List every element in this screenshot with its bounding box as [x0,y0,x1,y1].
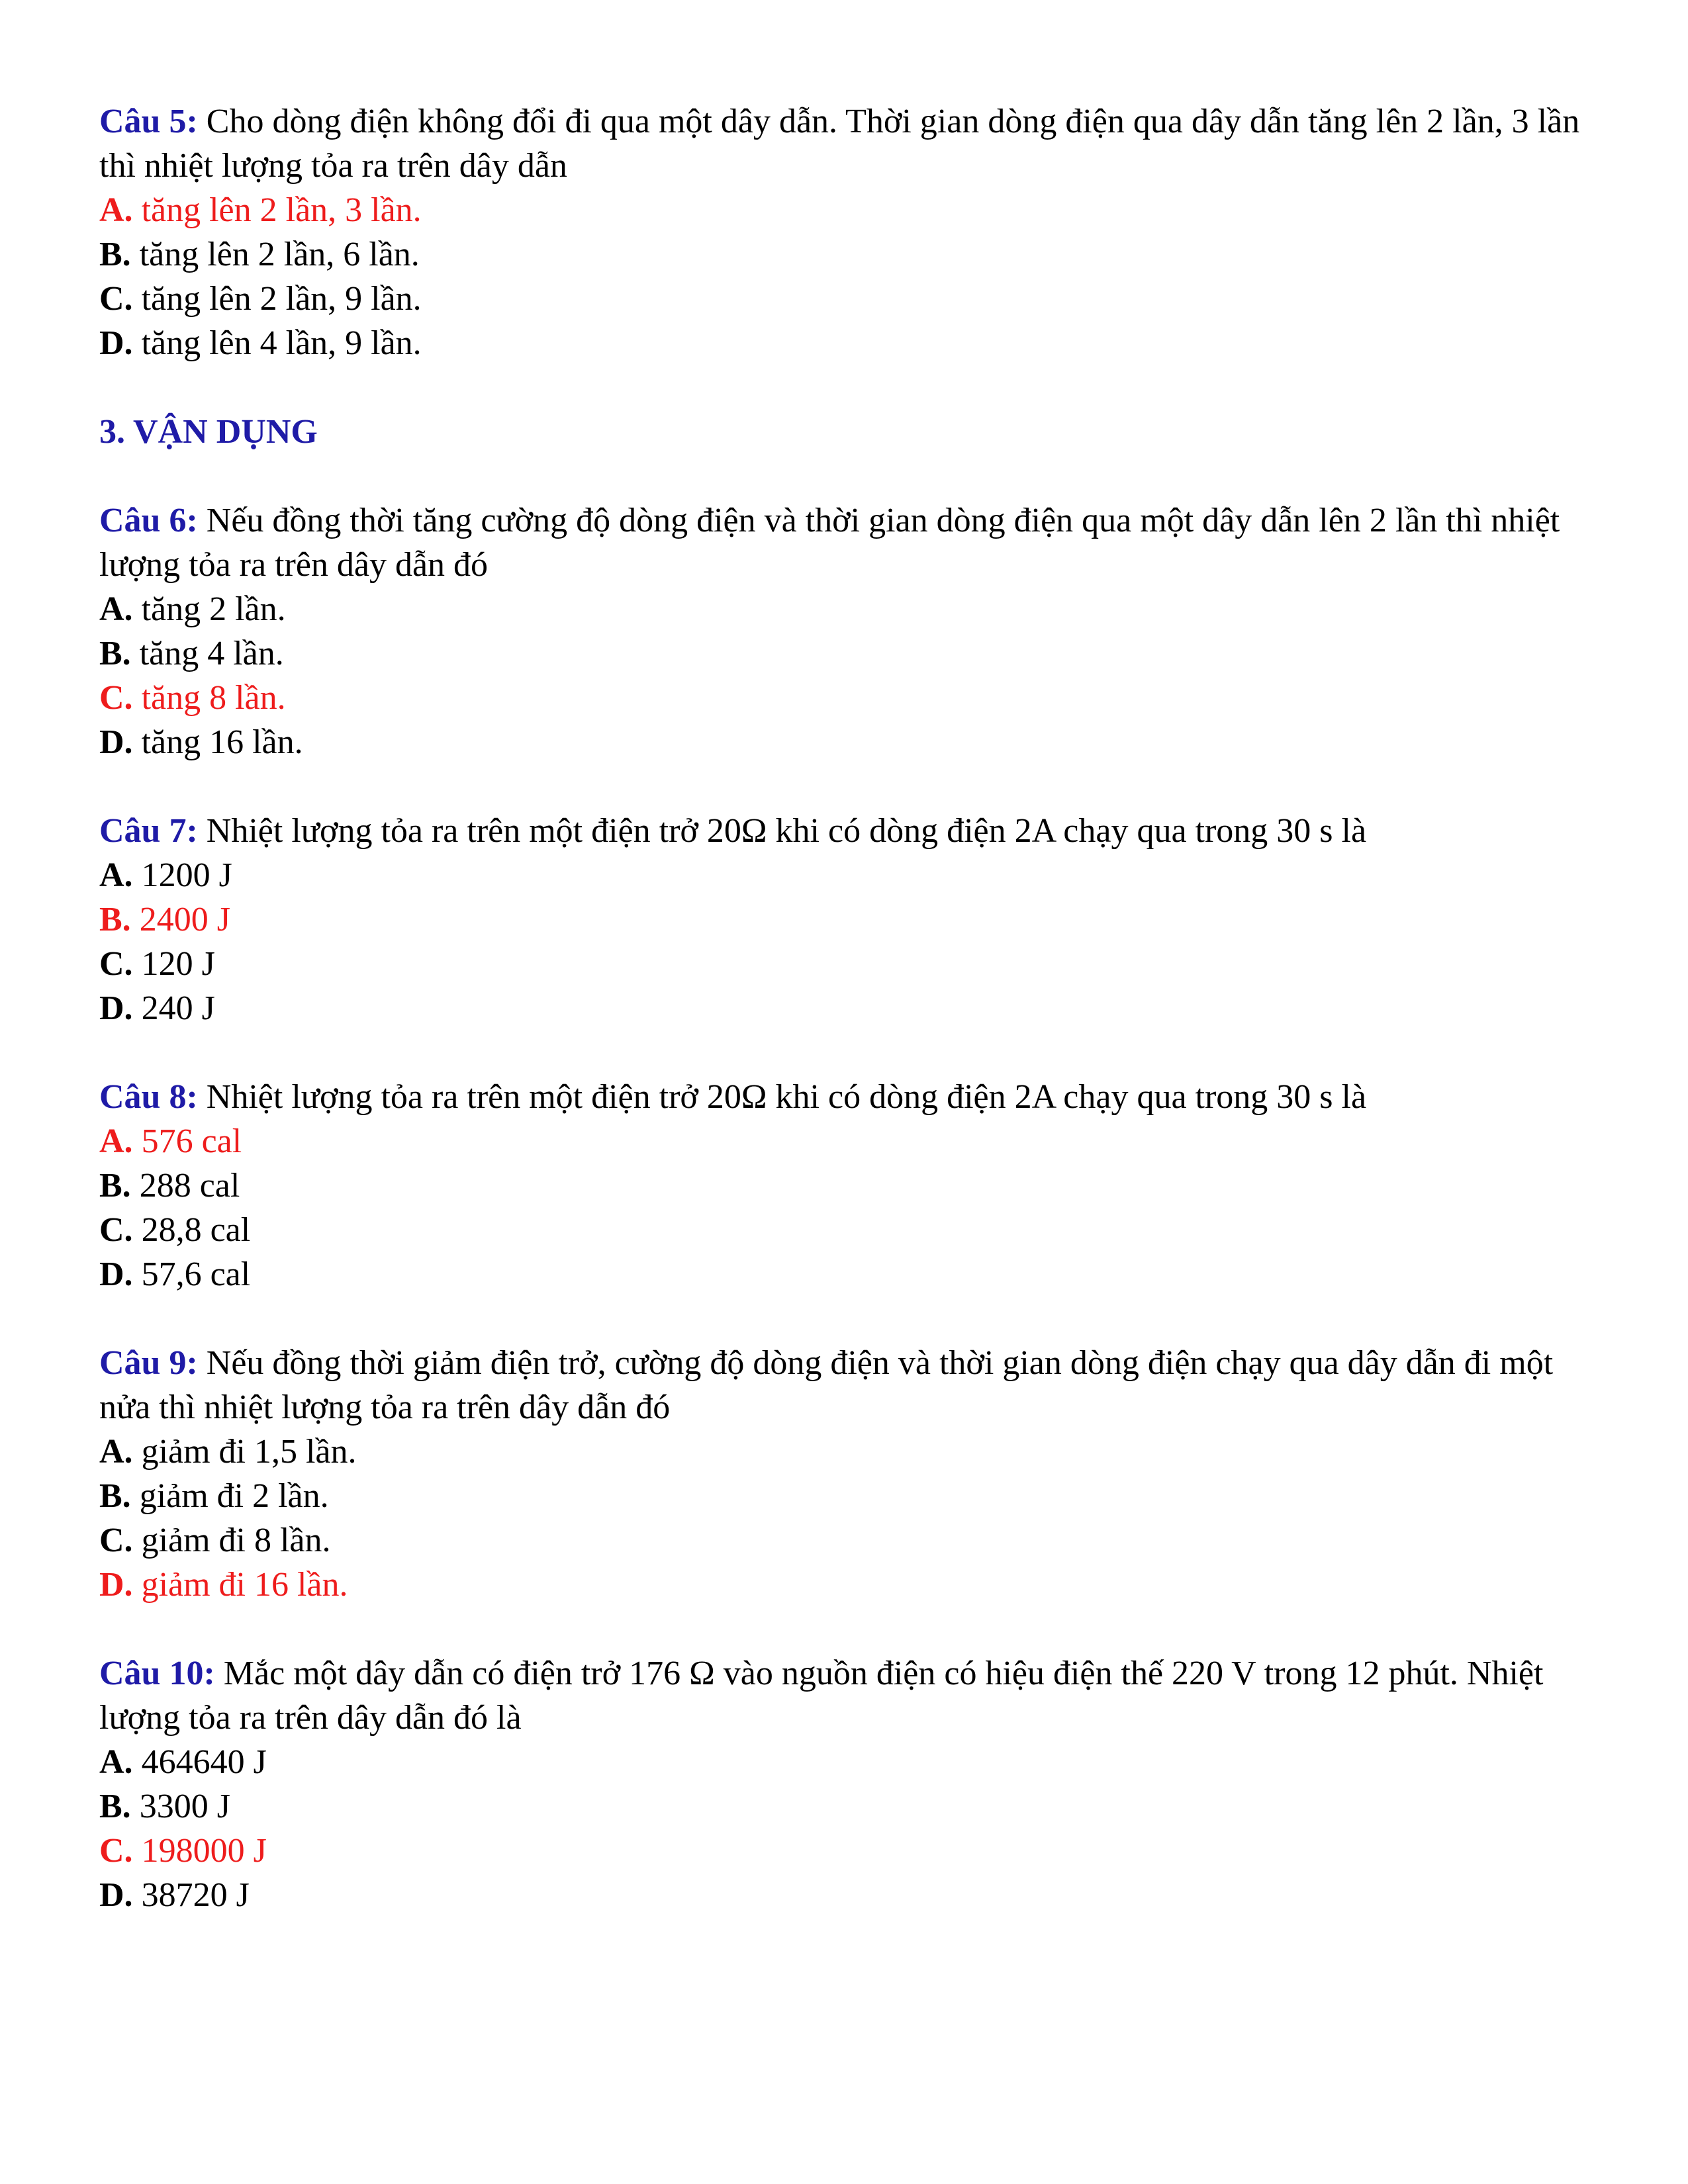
answer-option [99,986,1589,1030]
option-label: B. [99,1477,131,1515]
question-text: Cho dòng điện không đổi đi qua một dây dẫn. Thời gian dòng điện qua dây dẫn tăng lên 2 lần, 3 lần thì nhiệt lượng tỏa ra trên dây dẫn [99,103,1580,185]
question-label: Câu 9: [99,1344,198,1382]
question-block [99,809,1589,1030]
option-label: D. [99,1255,133,1293]
answer-option-correct [99,676,1589,720]
section-heading: 3. VẬN DỤNG [99,413,318,451]
option-label: D. [99,324,133,362]
document-page [99,99,1589,1917]
option-text: 1200 J [132,856,232,894]
answer-option [99,1518,1589,1563]
question-group-application [99,498,1589,1917]
answer-option [99,853,1589,897]
option-text: 57,6 cal [132,1255,251,1293]
answer-option [99,232,1589,277]
question-group-understanding [99,99,1589,365]
option-text: giảm đi 2 lần. [130,1477,329,1515]
option-label: A. [99,590,133,628]
answer-option [99,321,1589,365]
question-stem [99,1341,1589,1430]
answer-option [99,1163,1589,1208]
question-block [99,99,1589,365]
question-stem [99,1075,1589,1119]
question-label: Câu 10: [99,1655,215,1692]
answer-option [99,1474,1589,1518]
answer-option-correct [99,1119,1589,1163]
question-text: Nhiệt lượng tỏa ra trên một điện trở 20Ω khi có dòng điện 2A chạy qua trong 30 s là [197,1078,1367,1116]
question-block [99,498,1589,764]
option-label: A. [99,1743,133,1781]
option-text: 28,8 cal [132,1211,251,1249]
option-text: tăng lên 2 lần, 6 lần. [130,236,420,273]
option-label: B. [99,1167,131,1205]
question-block [99,1341,1589,1607]
answer-option [99,631,1589,676]
option-label: D. [99,723,133,761]
option-label: A. [99,191,133,229]
option-text: 464640 J [132,1743,267,1781]
option-text: tăng lên 4 lần, 9 lần. [132,324,422,362]
question-block [99,1651,1589,1917]
option-label: C. [99,1832,133,1870]
question-label: Câu 8: [99,1078,198,1116]
option-text: tăng 2 lần. [132,590,286,628]
answer-option [99,1208,1589,1252]
question-label: Câu 6: [99,502,198,539]
option-text: 240 J [132,989,215,1027]
answer-option [99,1740,1589,1784]
option-label: D. [99,989,133,1027]
option-label: C. [99,280,133,318]
question-text: Mắc một dây dẫn có điện trở 176 Ω vào nguồn điện có hiệu điện thế 220 V trong 12 phút. Nhiệt lượng tỏa ra trên dây dẫn đó là [99,1655,1544,1737]
option-label: B. [99,236,131,273]
answer-option [99,1252,1589,1297]
option-text: 38720 J [132,1876,250,1914]
option-text: 120 J [132,945,215,983]
answer-option [99,1873,1589,1917]
option-text: 198000 J [132,1832,267,1870]
question-label: Câu 7: [99,812,198,850]
option-text: tăng lên 2 lần, 9 lần. [132,280,422,318]
option-text: giảm đi 16 lần. [132,1566,348,1604]
question-text: Nếu đồng thời giảm điện trở, cường độ dòng điện và thời gian dòng điện chạy qua dây dẫn đi một nửa thì nhiệt lượng tỏa ra trên dây dẫn đó [99,1344,1554,1426]
answer-option [99,587,1589,631]
question-stem [99,809,1589,853]
option-label: B. [99,1788,131,1825]
question-block [99,1075,1589,1297]
option-label: C. [99,1211,133,1249]
option-text: tăng 4 lần. [130,635,284,672]
option-label: C. [99,679,133,717]
option-label: B. [99,901,131,938]
question-text: Nhiệt lượng tỏa ra trên một điện trở 20Ω khi có dòng điện 2A chạy qua trong 30 s là [197,812,1367,850]
question-stem [99,1651,1589,1740]
option-text: tăng lên 2 lần, 3 lần. [132,191,422,229]
answer-option-correct [99,897,1589,942]
answer-option-correct [99,188,1589,232]
question-text: Nếu đồng thời tăng cường độ dòng điện và thời gian dòng điện qua một dây dẫn lên 2 lần thì nhiệt lượng tỏa ra trên dây dẫn đó [99,502,1560,584]
option-text: giảm đi 8 lần. [132,1522,331,1559]
option-label: B. [99,635,131,672]
question-stem [99,498,1589,587]
answer-option-correct [99,1563,1589,1607]
answer-option [99,277,1589,321]
answer-option [99,1784,1589,1829]
answer-option [99,720,1589,764]
option-text: 2400 J [130,901,230,938]
option-label: C. [99,945,133,983]
option-text: giảm đi 1,5 lần. [132,1433,357,1471]
answer-option-correct [99,1829,1589,1873]
answer-option [99,942,1589,986]
option-text: tăng 16 lần. [132,723,303,761]
option-label: A. [99,856,133,894]
question-label: Câu 5: [99,103,198,140]
option-text: 576 cal [132,1122,242,1160]
option-label: A. [99,1433,133,1471]
answer-option [99,1430,1589,1474]
option-label: A. [99,1122,133,1160]
option-label: D. [99,1876,133,1914]
option-label: C. [99,1522,133,1559]
option-text: tăng 8 lần. [132,679,286,717]
question-stem [99,99,1589,188]
option-text: 3300 J [130,1788,230,1825]
option-text: 288 cal [130,1167,240,1205]
option-label: D. [99,1566,133,1604]
